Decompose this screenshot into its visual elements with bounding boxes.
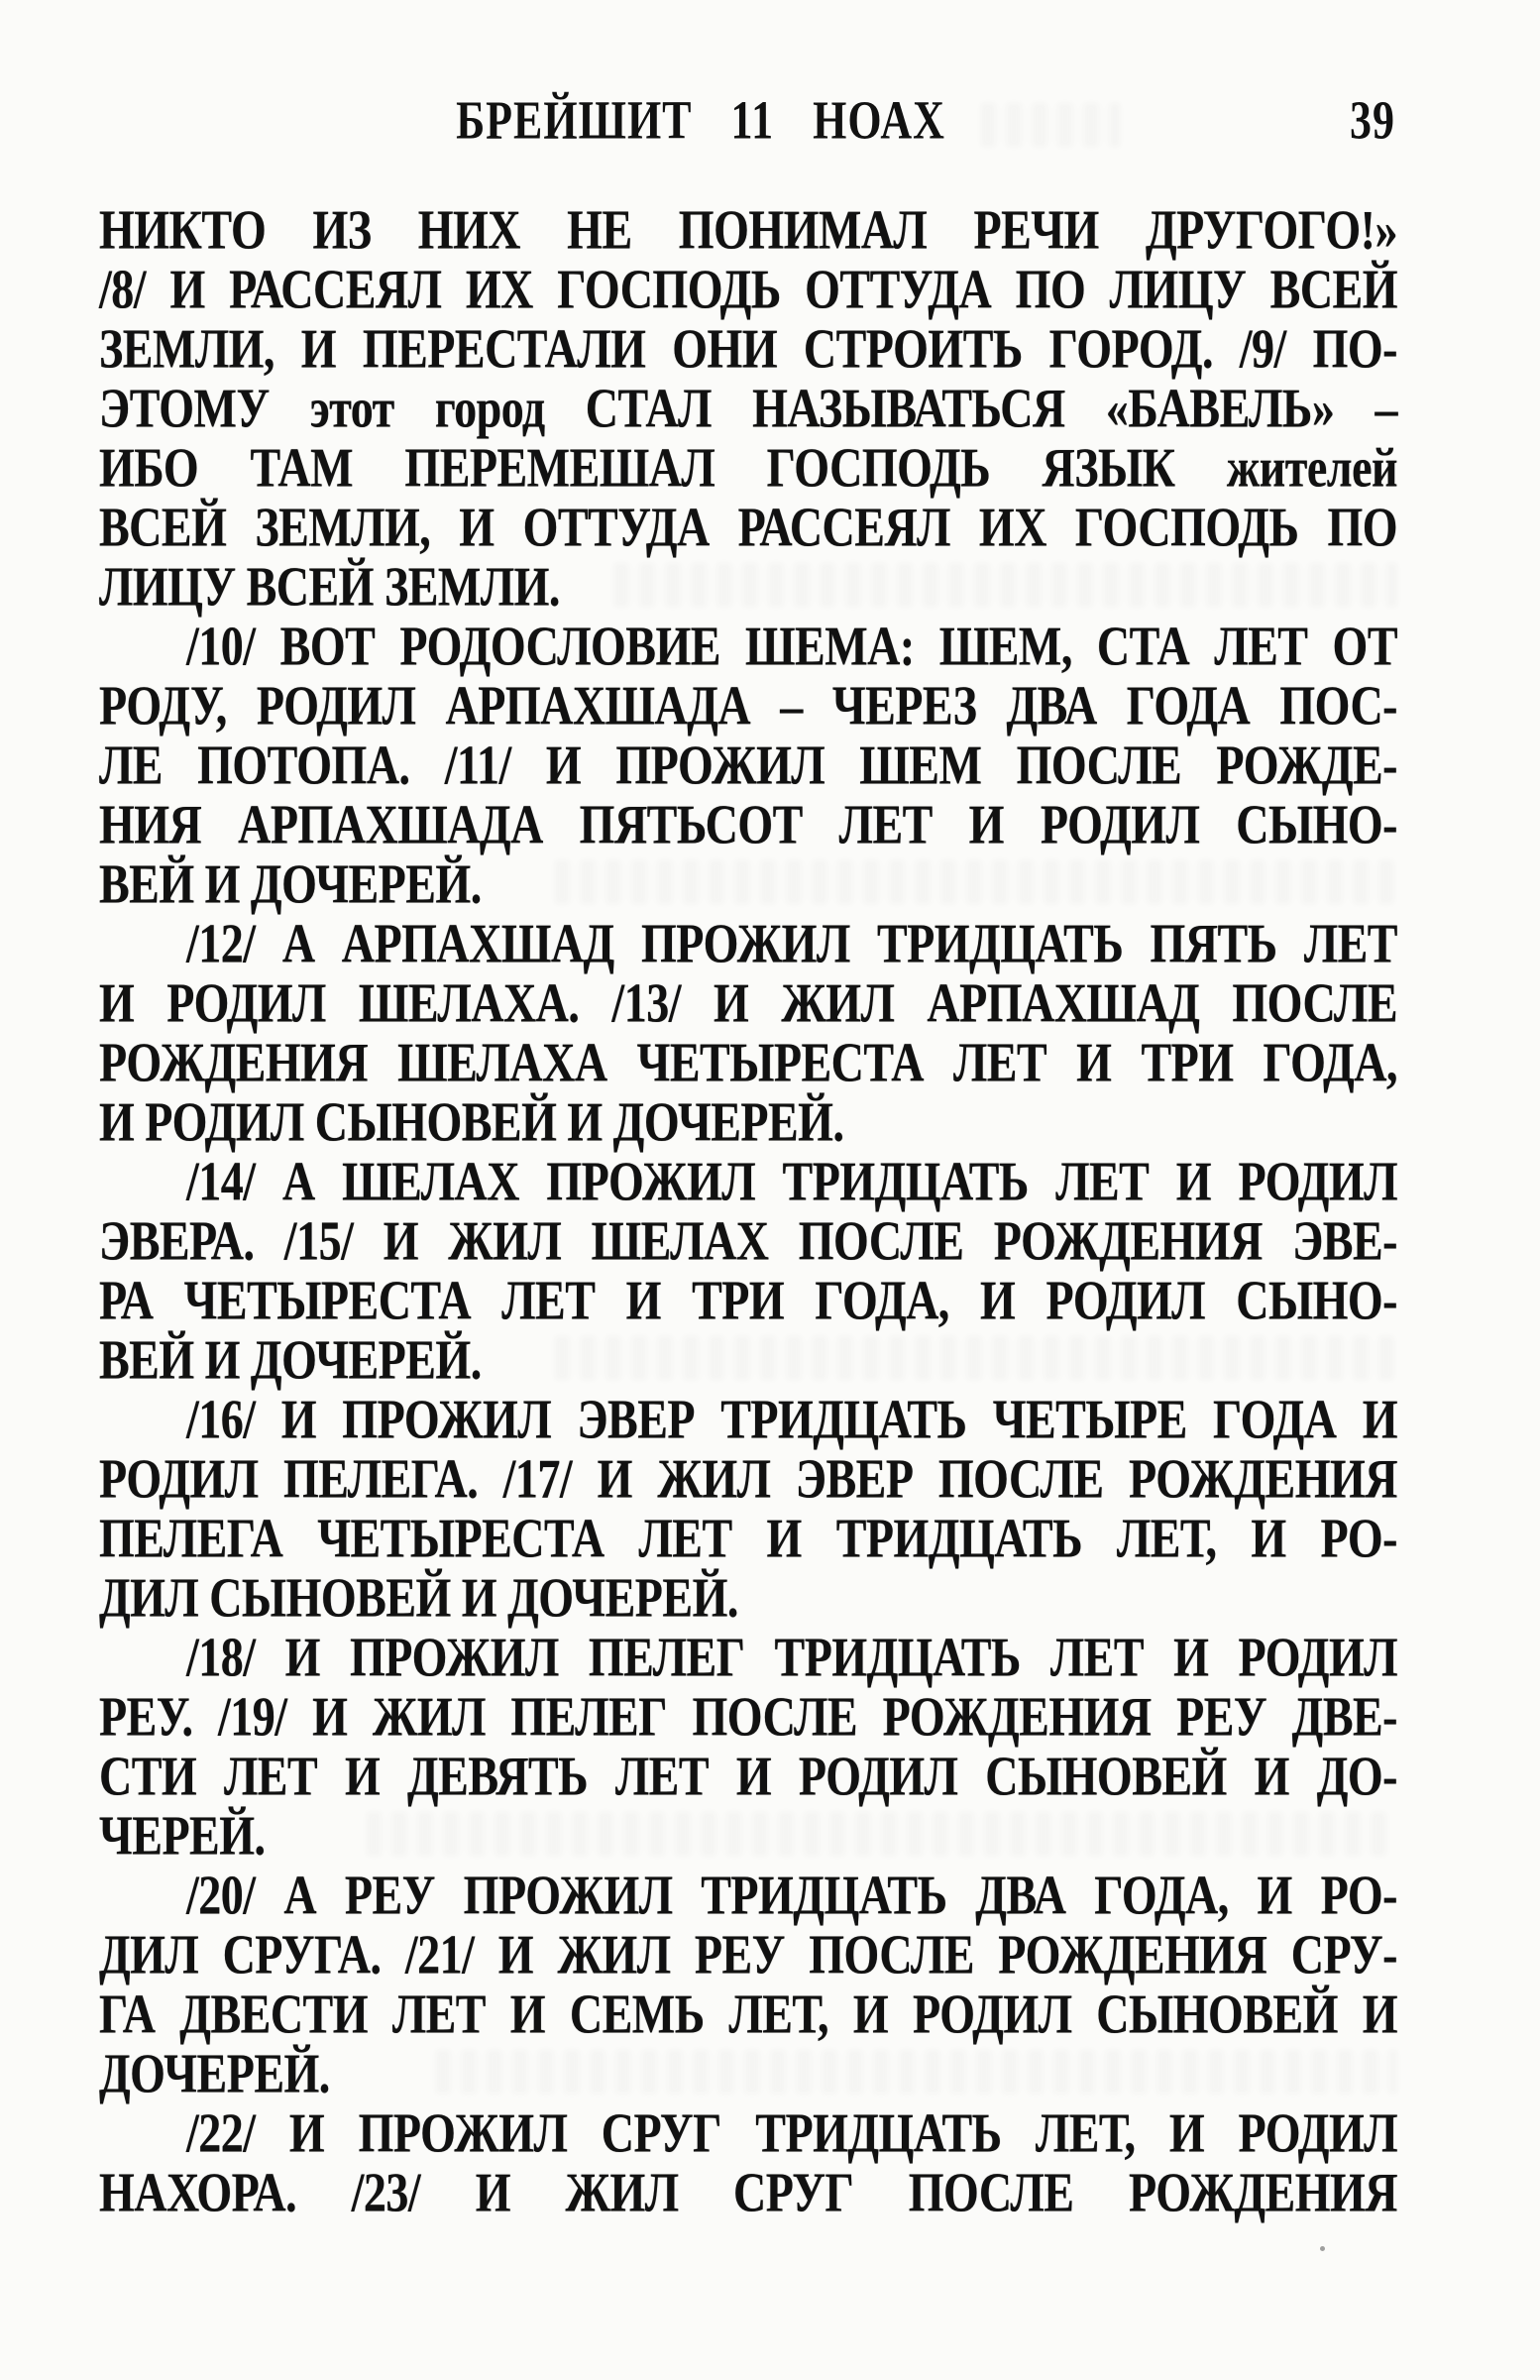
text-line: НИКТО ИЗ НИХ НЕ ПОНИМАЛ РЕЧИ ДРУГОГО!»	[99, 198, 1397, 261]
text-line: РОДИЛ ПЕЛЕГА. /17/ И ЖИЛ ЭВЕР ПОСЛЕ РОЖДЕНИЯ	[99, 1447, 1397, 1510]
text-line: /14/ А ШЕЛАХ ПРОЖИЛ ТРИДЦАТЬ ЛЕТ И РОДИЛ	[186, 1150, 1397, 1212]
parsha-title: НОАХ	[813, 89, 945, 151]
text-line: ЛИЦУ ВСЕЙ ЗЕМЛИ.	[99, 555, 560, 618]
text-line: НАХОРА. /23/ И ЖИЛ СРУГ ПОСЛЕ РОЖДЕНИЯ	[99, 2161, 1397, 2223]
text-line: ЧЕРЕЙ.	[99, 1804, 266, 1867]
text-line: СТИ ЛЕТ И ДЕВЯТЬ ЛЕТ И РОДИЛ СЫНОВЕЙ И ДО-	[99, 1745, 1397, 1807]
page-number: 39	[1350, 89, 1395, 151]
text-line: ВСЕЙ ЗЕМЛИ, И ОТТУДА РАССЕЯЛ ИХ ГОСПОДЬ ПО	[99, 496, 1397, 558]
text-line: ГА ДВЕСТИ ЛЕТ И СЕМЬ ЛЕТ, И РОДИЛ СЫНОВЕЙ И	[99, 1983, 1397, 2045]
text-line: ИБО ТАМ ПЕРЕМЕШАЛ ГОСПОДЬ ЯЗЫК жителей	[99, 436, 1397, 499]
text-line: ЛЕ ПОТОПА. /11/ И ПРОЖИЛ ШЕМ ПОСЛЕ РОЖДЕ-	[99, 734, 1397, 796]
text-line: ДОЧЕРЕЙ.	[99, 2042, 330, 2104]
running-head-titles	[456, 83, 945, 158]
text-line: /12/ А АРПАХШАД ПРОЖИЛ ТРИДЦАТЬ ПЯТЬ ЛЕТ	[186, 912, 1397, 974]
ink-speck-artifact	[1320, 2246, 1325, 2251]
text-line: ДИЛ СЫНОВЕЙ И ДОЧЕРЕЙ.	[99, 1566, 738, 1629]
text-line: РОЖДЕНИЯ ШЕЛАХА ЧЕТЫРЕСТА ЛЕТ И ТРИ ГОДА,	[99, 1031, 1397, 1093]
text-line: ЭТОМУ этот город СТАЛ НАЗЫВАТЬСЯ «БАВЕЛЬ» –	[99, 377, 1397, 439]
book-title: БРЕЙШИТ	[456, 89, 693, 151]
text-line: ПЕЛЕГА ЧЕТЫРЕСТА ЛЕТ И ТРИДЦАТЬ ЛЕТ, И РО-	[99, 1507, 1397, 1569]
text-line: /16/ И ПРОЖИЛ ЭВЕР ТРИДЦАТЬ ЧЕТЫРЕ ГОДА И	[186, 1388, 1397, 1450]
text-line: ВЕЙ И ДОЧЕРЕЙ.	[99, 1328, 482, 1391]
text-line: /20/ А РЕУ ПРОЖИЛ ТРИДЦАТЬ ДВА ГОДА, И РО-	[186, 1864, 1397, 1926]
text-line: РА ЧЕТЫРЕСТА ЛЕТ И ТРИ ГОДА, И РОДИЛ СЫНО-	[99, 1269, 1397, 1331]
text-line: ЭВЕРА. /15/ И ЖИЛ ШЕЛАХ ПОСЛЕ РОЖДЕНИЯ ЭВЕ-	[99, 1209, 1397, 1272]
paragraph	[99, 1390, 1397, 1628]
text-line: /10/ ВОТ РОДОСЛОВИЕ ШЕМА: ШЕМ, СТА ЛЕТ ОТ	[186, 615, 1397, 677]
paragraph	[99, 1152, 1397, 1390]
paragraph	[99, 200, 1397, 617]
paragraph	[99, 1628, 1397, 1866]
text-line: /8/ И РАССЕЯЛ ИХ ГОСПОДЬ ОТТУДА ПО ЛИЦУ ВСЕЙ	[99, 258, 1397, 320]
text-line: ДИЛ СРУГА. /21/ И ЖИЛ РЕУ ПОСЛЕ РОЖДЕНИЯ СРУ-	[99, 1923, 1397, 1985]
paragraph	[99, 617, 1397, 914]
text-line: РЕУ. /19/ И ЖИЛ ПЕЛЕГ ПОСЛЕ РОЖДЕНИЯ РЕУ ДВЕ-	[99, 1685, 1397, 1748]
text-line: И РОДИЛ ШЕЛАХА. /13/ И ЖИЛ АРПАХШАД ПОСЛЕ	[99, 971, 1397, 1034]
text-line: /18/ И ПРОЖИЛ ПЕЛЕГ ТРИДЦАТЬ ЛЕТ И РОДИЛ	[186, 1626, 1397, 1688]
paragraph	[99, 2103, 1397, 2222]
text-line: ВЕЙ И ДОЧЕРЕЙ.	[99, 852, 482, 915]
paragraph	[99, 1866, 1397, 2103]
scripture-text-block	[99, 200, 1397, 2222]
text-line: ЗЕМЛИ, И ПЕРЕСТАЛИ ОНИ СТРОИТЬ ГОРОД. /9/ ПО-	[99, 317, 1397, 380]
text-line: /22/ И ПРОЖИЛ СРУГ ТРИДЦАТЬ ЛЕТ, И РОДИЛ	[186, 2101, 1397, 2164]
running-head	[99, 83, 1397, 161]
text-line: НИЯ АРПАХШАДА ПЯТЬСОТ ЛЕТ И РОДИЛ СЫНО-	[99, 793, 1397, 855]
paragraph	[99, 914, 1397, 1152]
chapter-number: 11	[730, 89, 775, 151]
text-line: И РОДИЛ СЫНОВЕЙ И ДОЧЕРЕЙ.	[99, 1090, 844, 1153]
text-line: РОДУ, РОДИЛ АРПАХШАДА – ЧЕРЕЗ ДВА ГОДА ПОС-	[99, 674, 1397, 737]
